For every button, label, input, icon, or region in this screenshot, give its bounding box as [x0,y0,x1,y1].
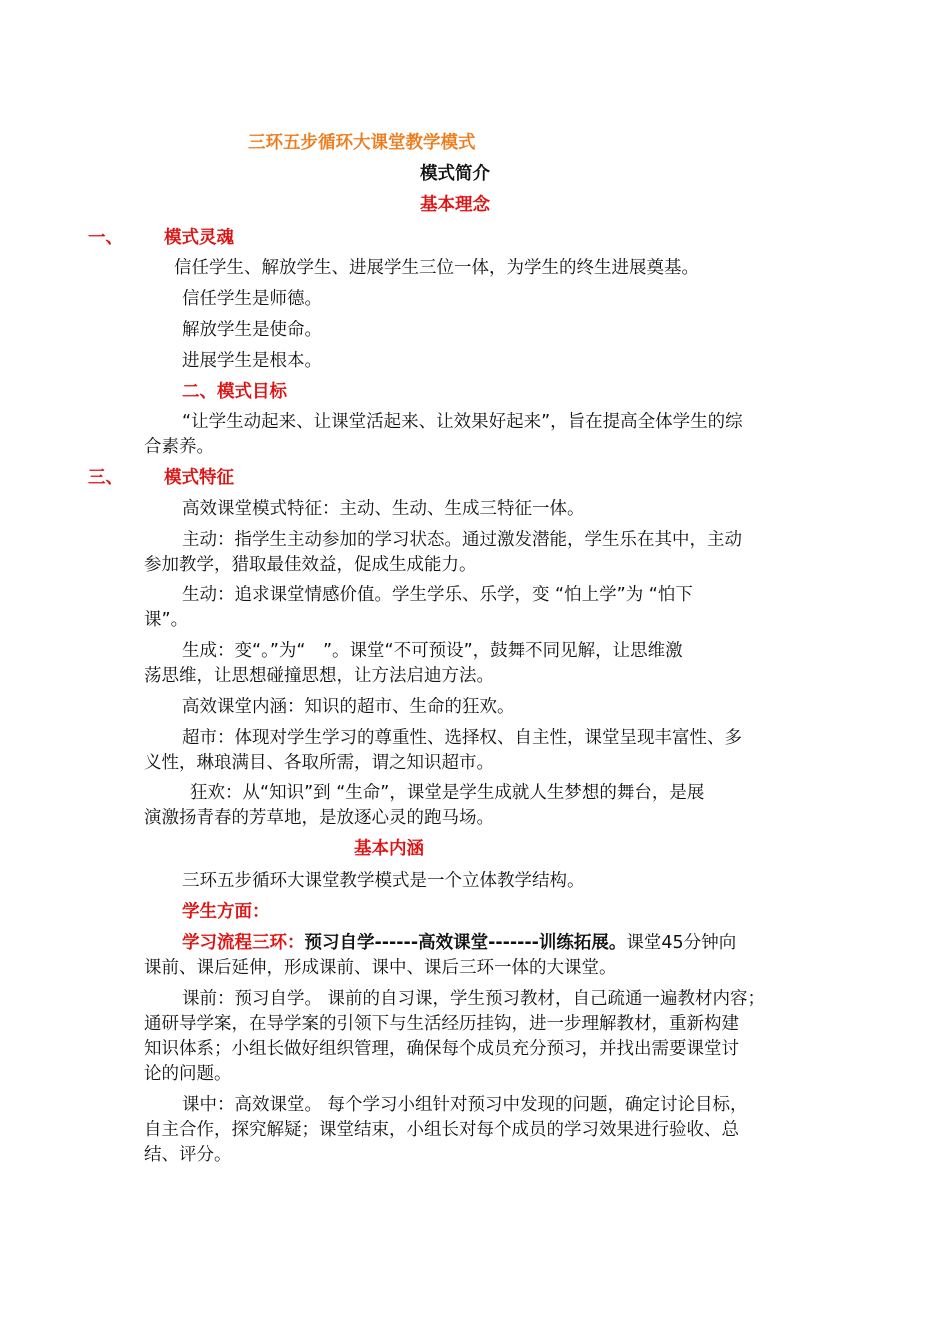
pre-class-paragraph: 通研导学案，在导学案的引领下与生活经历挂钩，进一步理解教材，重新构建 [144,1014,739,1034]
pre-class-paragraph: 论的问题。 [144,1064,232,1084]
concept-heading: 基本理念 [420,195,490,215]
section-3-paragraph: 生动：追求课堂情感价值。学生学乐、乐学，变 “怕上学”为 “怕下 [182,585,693,605]
section-3-paragraph: 超市：体现对学生学习的尊重性、选择权、自主性，课堂呈现丰富性、多 [182,728,742,748]
section-3-title: 模式特征 [164,468,234,488]
flow-steps: 预习自学------高效课堂-------训练拓展。 [304,933,627,953]
section-3-paragraph: 荡思维，让思想碰撞思想，让方法启迪方法。 [144,666,494,686]
section-1-number: 一、 [88,228,123,248]
section-1-line: 进展学生是根本。 [182,351,322,371]
section-3-paragraph: 高效课堂内涵：知识的超市、生命的狂欢。 [182,697,515,717]
pre-class-paragraph: 课前：预习自学。 课前的自习课，学生预习教材，自己疏通一遍教材内容； [182,989,766,1009]
connotation-paragraph: 三环五步循环大课堂教学模式是一个立体教学结构。 [182,871,585,891]
flow-label: 学习流程三环： [182,933,305,953]
section-3-paragraph: 主动：指学生主动参加的学习状态。通过激发潜能，学生乐在其中，主动 [182,530,742,550]
flow-paragraph: 课前、课后延伸，形成课前、课中、课后三环一体的大课堂。 [144,958,617,978]
flow-rest: 课堂45分钟向 [626,933,737,953]
section-1-body: 信任学生、解放学生、进展学生三位一体，为学生的终生进展奠基。 [174,258,699,278]
section-1-line: 解放学生是使命。 [182,320,322,340]
section-3-number: 三、 [88,468,123,488]
in-class-paragraph: 课中：高效课堂。 每个学习小组针对预习中发现的问题，确定讨论目标， [182,1095,748,1115]
section-3-paragraph: 生成：变“。”为“ ”。课堂“不可预设”，鼓舞不同见解，让思维激 [182,641,683,661]
pre-class-paragraph: 知识体系；小组长做好组织管理，确保每个成员充分预习，并找出需要课堂讨 [144,1039,739,1059]
section-3-paragraph: 课”。 [144,610,189,630]
section-2-title: 二、模式目标 [182,382,287,402]
flow-line [182,931,736,955]
section-2-body: “让学生动起来、让课堂活起来、让效果好起来”，旨在提高全体学生的综 [182,412,743,432]
section-2-body: 合素养。 [144,437,214,457]
connotation-heading: 基本内涵 [354,839,424,859]
document-subtitle: 模式简介 [420,164,490,184]
section-1-title: 模式灵魂 [164,228,234,248]
section-3-paragraph: 参加教学，猎取最佳效益，促成生成能力。 [144,555,477,575]
section-3-paragraph: 义性，琳琅满目、各取所需，谓之知识超市。 [144,753,494,773]
document-title: 三环五步循环大课堂教学模式 [248,133,476,153]
section-1-line: 信任学生是师德。 [182,289,322,309]
section-3-paragraph: 演激扬青春的芳草地，是放逐心灵的跑马场。 [144,808,494,828]
in-class-paragraph: 自主合作，探究解疑；课堂结束，小组长对每个成员的学习效果进行验收、总 [144,1120,739,1140]
student-heading: 学生方面： [182,902,270,922]
section-3-paragraph: 狂欢：从“知识”到 “生命”，课堂是学生成就人生梦想的舞台，是展 [190,783,705,803]
section-3-paragraph: 高效课堂模式特征：主动、生动、生成三特征一体。 [182,499,585,519]
in-class-paragraph: 结、评分。 [144,1145,232,1165]
